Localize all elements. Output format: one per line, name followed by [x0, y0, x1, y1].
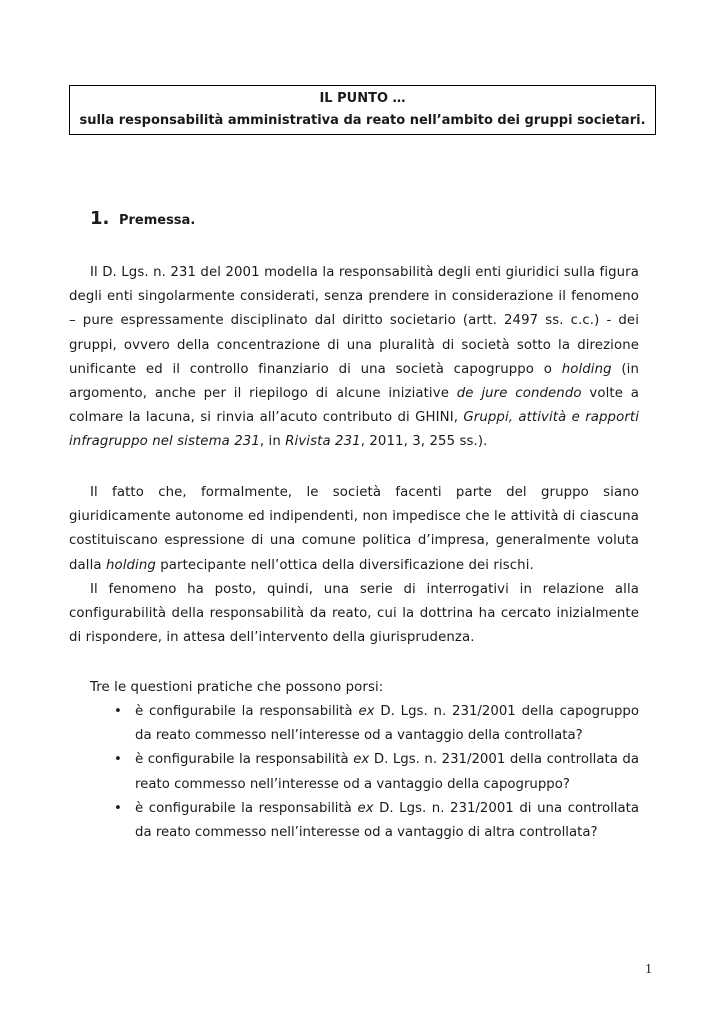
- p1-italic-2: de jure condendo: [456, 386, 582, 402]
- bullet-3-ex: ex: [357, 800, 374, 816]
- paragraph-4: [69, 676, 639, 700]
- bullet-2-post: D. Lgs. n. 231/2001 della controllata da reato commesso nell’interesse od a vantaggio della capogruppo?: [135, 752, 639, 792]
- p4-text: Tre le questioni pratiche che possono porsi:: [90, 680, 384, 695]
- questions-list: [69, 700, 639, 845]
- bullet-icon: •: [114, 800, 122, 816]
- bullet-3-pre: è configurabile la responsabilità: [135, 800, 358, 816]
- bullet-1-post: D. Lgs. n. 231/2001 della capogruppo da reato commesso nell’interesse od a vantaggio della controllata?: [135, 704, 639, 744]
- title-box: [69, 85, 656, 135]
- paragraph-1: [69, 261, 639, 455]
- bullet-1-ex: ex: [358, 704, 375, 719]
- section-heading: [90, 208, 195, 229]
- p1-italic-3: Gruppi, attività e rapporti infragruppo nel sistema 231: [69, 410, 640, 450]
- p3-text: Il fenomeno ha posto, quindi, una serie di interrogativi in relazione alla configurabilità della responsabilità da reato, cui la dottrina ha cercato inizialmente di rispondere, in attesa dell’intervento della giurisprudenza.: [69, 582, 639, 646]
- title-line-2: sulla responsabilità amministrativa da reato nell’ambito dei gruppi societari.: [79, 113, 646, 128]
- p1-italic-1: holding: [561, 361, 612, 377]
- section-number: 1.: [90, 208, 110, 229]
- list-item: [69, 748, 639, 796]
- bullet-2-ex: ex: [353, 752, 370, 768]
- p1-text-2: (in argomento, anche per il riepilogo di alcune iniziative: [69, 361, 639, 402]
- p1-italic-4: Rivista 231: [285, 434, 361, 450]
- list-item: [69, 700, 639, 748]
- bullet-3-post: D. Lgs. n. 231/2001 di una controllata da reato commesso nell’interesse od a vantaggio di altra controllata?: [135, 800, 639, 841]
- paragraph-3: [69, 578, 639, 651]
- p2-text-2: partecipante nell’ottica della diversificazione dei rischi.: [155, 557, 534, 573]
- bullet-1-pre: è configurabile la responsabilità: [135, 704, 359, 719]
- title-line-1: IL PUNTO …: [319, 91, 406, 106]
- list-item: [69, 797, 639, 845]
- p2-italic-1: holding: [105, 557, 156, 573]
- p2-text-1: Il fatto che, formalmente, le società facenti parte del gruppo siano giuridicamente autonome ed indipendenti, non impedisce che le attività di ciascuna costituiscano espressione di una comune politica d’impresa, generalmente voluta dalla: [69, 485, 639, 573]
- section-label: Premessa.: [118, 213, 196, 228]
- paragraph-2: [69, 481, 639, 578]
- p1-text-1: Il D. Lgs. n. 231 del 2001 modella la responsabilità degli enti giuridici sulla figura degli enti singolarmente considerati, senza prendere in considerazione il fenomeno – pure espressamente disciplinato dal diritto societario (artt. 2497 ss. c.c.) - dei gruppi, ovvero della concentrazione di una pluralità di società sotto la direzione unificante ed il controllo finanziario di una società capogruppo o: [69, 265, 639, 377]
- bullet-icon: •: [114, 752, 122, 768]
- p1-text-5: , 2011, 3, 255 ss.).: [360, 434, 488, 450]
- p1-text-3: volte a colmare la lacuna, si rinvia all’acuto contributo di GHINI,: [69, 386, 639, 426]
- bullet-2-pre: è configurabile la responsabilità: [135, 752, 354, 768]
- bullet-icon: •: [114, 704, 122, 719]
- p1-text-4: , in: [259, 434, 286, 450]
- page-number: 1: [645, 962, 652, 977]
